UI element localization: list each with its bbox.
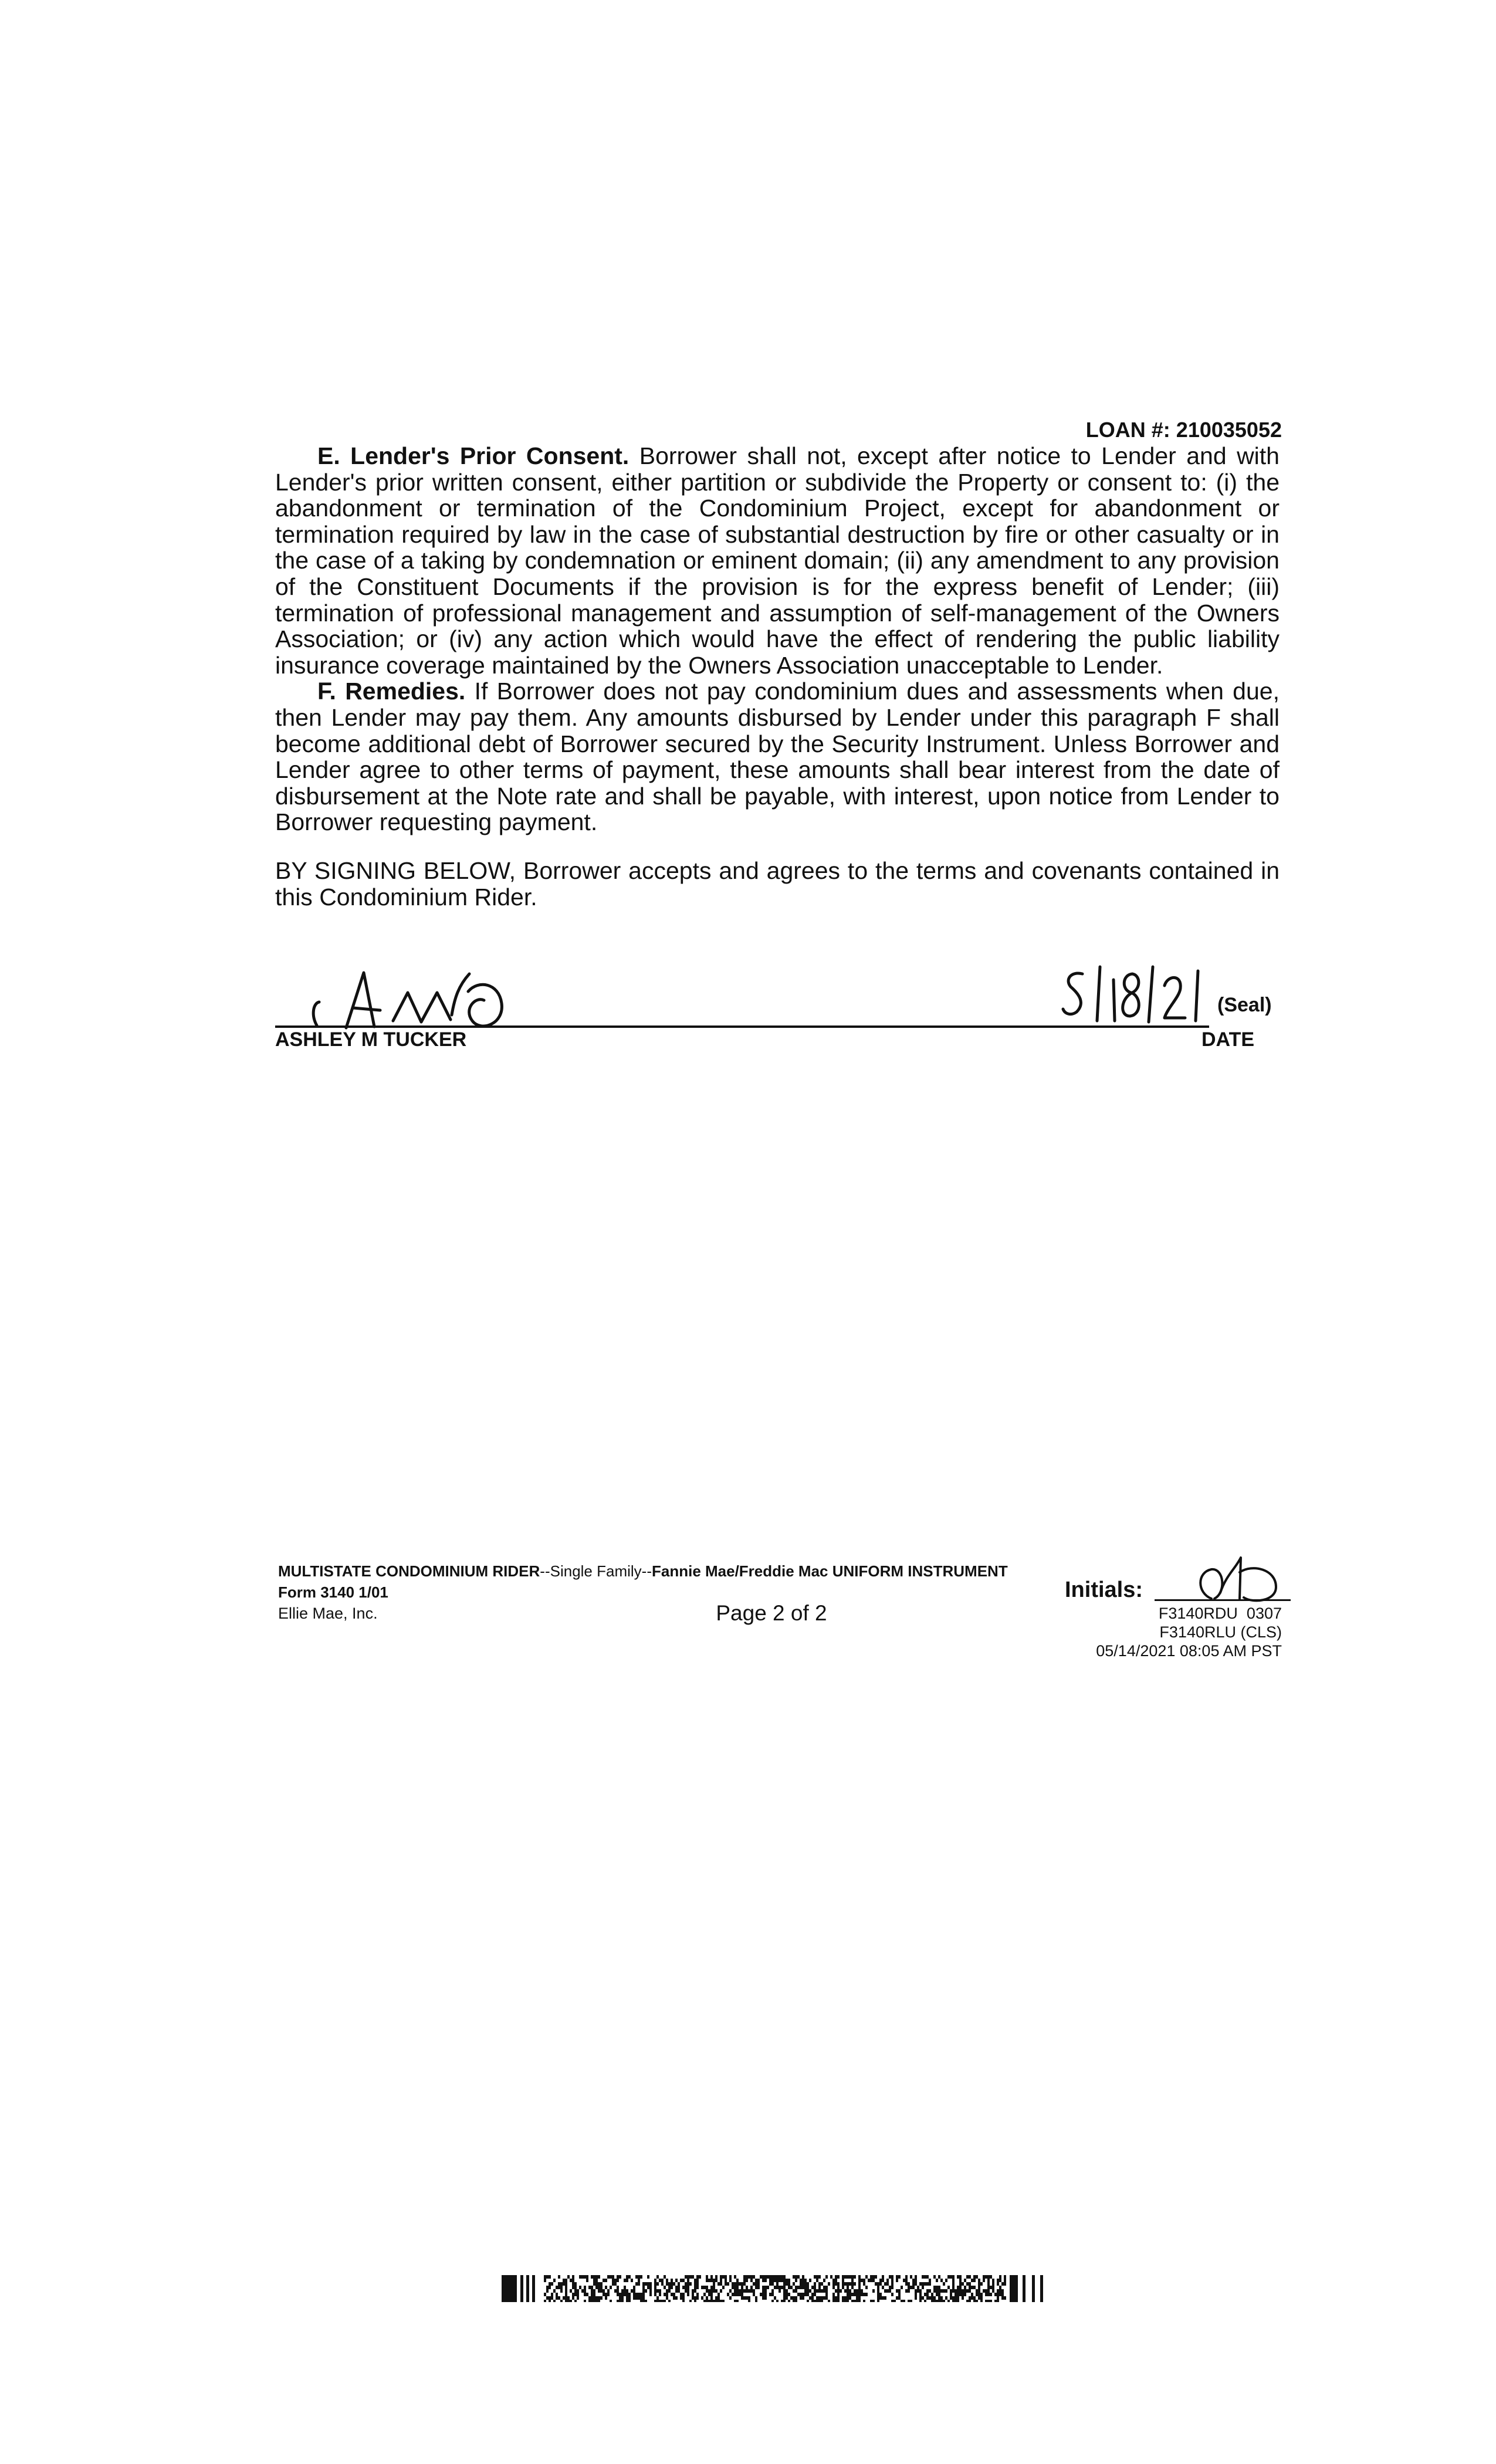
footer-title-part-1: MULTISTATE CONDOMINIUM RIDER [278, 1562, 540, 1580]
seal-label: (Seal) [1217, 994, 1272, 1016]
print-timestamp: 05/14/2021 08:05 AM PST [1096, 1642, 1282, 1660]
signing-statement: BY SIGNING BELOW, Borrower accepts and agrees to the terms and covenants contained in this Condominium Rider. [275, 857, 1280, 911]
rider-body [275, 443, 1280, 835]
section-f [275, 678, 1280, 835]
initials-line [1155, 1599, 1291, 1601]
form-number: Form 3140 1/01 [278, 1583, 388, 1601]
section-e [275, 443, 1280, 678]
vendor-name: Ellie Mae, Inc. [278, 1605, 378, 1622]
footer-title-part-2: --Single Family-- [540, 1562, 652, 1580]
form-code-2: F3140RLU (CLS) [1159, 1623, 1282, 1641]
section-f-heading: F. Remedies. [317, 678, 466, 705]
borrower-name: ASHLEY M TUCKER [275, 1028, 467, 1051]
date-label: DATE [1201, 1028, 1255, 1051]
page-number: Page 2 of 2 [716, 1601, 827, 1625]
form-codes [997, 1604, 1282, 1660]
barcode-icon [502, 2275, 1053, 2302]
footer-form-title [278, 1562, 1008, 1580]
form-code-1: F3140RDU 0307 [1158, 1605, 1282, 1622]
loan-number: LOAN #: 210035052 [1085, 418, 1282, 442]
footer-title-part-3: Fannie Mae/Freddie Mac UNIFORM INSTRUMENT [651, 1562, 1008, 1580]
handwritten-date-icon [1056, 962, 1220, 1027]
initials-label: Initials: [1065, 1578, 1143, 1602]
initials-mark-icon [1188, 1552, 1288, 1605]
section-e-heading: E. Lender's Prior Consent. [317, 442, 629, 469]
section-f-text: If Borrower does not pay condominium dues and assessments when due, then Lender may pay them. Any amounts disbursed by Lender under this paragraph F shall become additional debt of Borrower secured by the Security Instrument. Unless Borrower and Lender agree to other terms of payment, these amounts shall bear interest from the date of disbursement at the Note rate and shall be payable, with interest, upon notice from Lender to Borrower requesting payment. [275, 678, 1280, 836]
section-e-text: Borrower shall not, except after notice to Lender and with Lender's prior written consent, either partition or subdivide the Property or consent to: (i) the abandonment or termination of the Condominium Project, except for abandonment or termination required by law in the case of substantial destruction by fire or other casualty or in the case of a taking by condemnation or eminent domain; (ii) any amendment to any provision of the Constituent Documents if the provision is for the express benefit of Lender; (iii) termination of professional management and assumption of self-management of the Owners Association; or (iv) any action which would have the effect of rendering the public liability insurance coverage maintained by the Owners Association unacceptable to Lender. [275, 442, 1280, 679]
